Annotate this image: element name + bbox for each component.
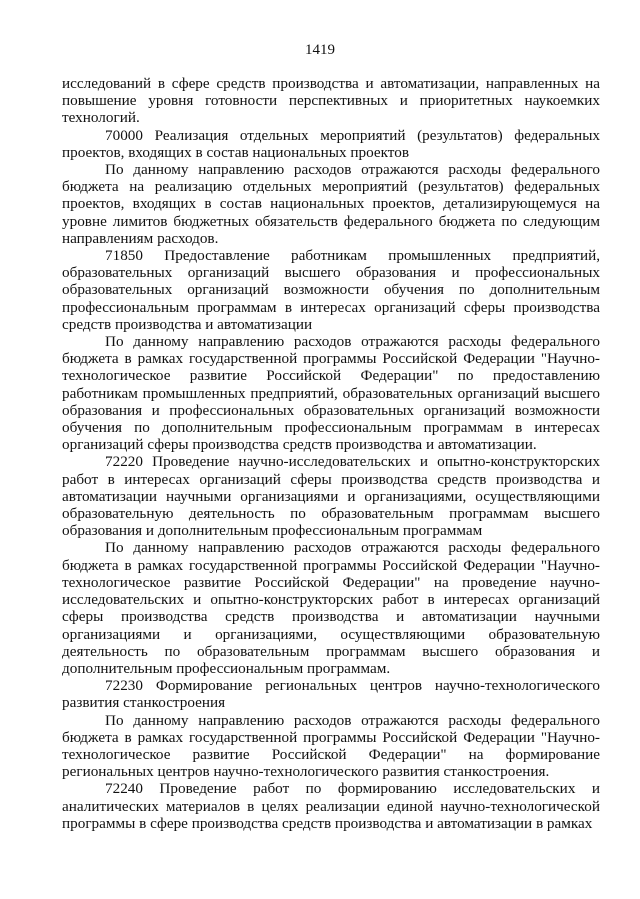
page-number: 1419 <box>305 42 335 58</box>
paragraph-code-71850: 71850 Предоставление работникам промышленных предприятий, образовательных организаций высшего образования и профессиональных образовательных организаций возможности обучения по дополнительным профессиональным программам в интересах организаций сферы производства средств производства и автоматизации <box>62 247 600 333</box>
document-body <box>62 75 600 832</box>
paragraph-description: По данному направлению расходов отражаются расходы федерального бюджета на реализацию отдельных мероприятий (результатов) федеральных проектов, входящих в состав национальных проектов, детализирующемуся на уровне лимитов бюджетных обязательств федерального бюджета по следующим направлениям расходов. <box>62 161 600 247</box>
paragraph-code-72240: 72240 Проведение работ по формированию исследовательских и аналитических материалов в целях реализации единой научно-технологической программы в сфере производства средств производства и автоматизации в рамках <box>62 780 600 832</box>
paragraph-code-70000: 70000 Реализация отдельных мероприятий (результатов) федеральных проектов, входящих в состав национальных проектов <box>62 126 600 161</box>
paragraph-continuation: исследований в сфере средств производства и автоматизации, направленных на повышение уровня готовности перспективных и приоритетных наукоемких технологий. <box>62 75 600 127</box>
paragraph-code-72230: 72230 Формирование региональных центров научно-технологического развития станкостроения <box>62 677 600 712</box>
paragraph-code-72220: 72220 Проведение научно-исследовательских и опытно-конструкторских работ в интересах организаций сферы производства средств производства и автоматизации научными организациями и организациями, осуществляющими образовательную деятельность по образовательным программам высшего образования и дополнительным профессиональным программам <box>62 453 600 540</box>
paragraph-description: По данному направлению расходов отражаются расходы федерального бюджета в рамках государственной программы Российской Федерации "Научно-технологическое развитие Российской Федерации" на проведение научно-исследовательских и опытно-конструкторских работ в интересах организаций сферы производства средств производства и автоматизации научными организациями и организациями, осуществляющими образовательную деятельность по образовательным программам высшего образования и дополнительным профессиональным программам. <box>62 539 600 677</box>
paragraph-description: По данному направлению расходов отражаются расходы федерального бюджета в рамках государственной программы Российской Федерации "Научно-технологическое развитие Российской Федерации" по предоставлению работникам промышленных предприятий, образовательных организаций высшего образования и профессиональных образовательных организаций возможности обучения по дополнительным профессиональным программам в интересах организаций сферы производства средств производства и автоматизации. <box>62 333 600 454</box>
paragraph-description: По данному направлению расходов отражаются расходы федерального бюджета в рамках государственной программы Российской Федерации "Научно-технологическое развитие Российской Федерации" на формирование региональных центров научно-технологического развития станкостроения. <box>62 711 600 781</box>
